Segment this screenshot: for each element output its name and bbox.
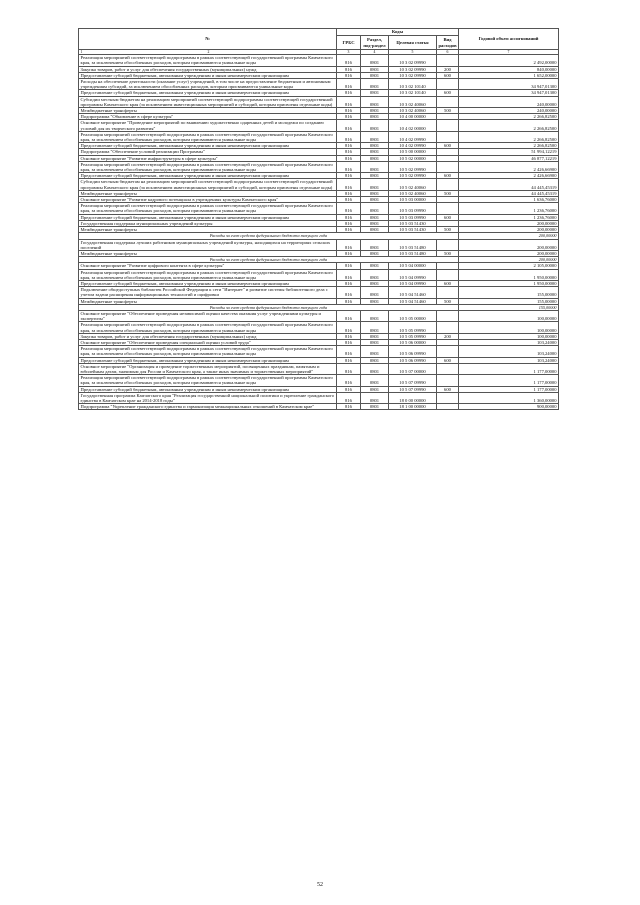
row-sum: 44 445,45319 (459, 190, 559, 196)
row-vid (437, 161, 459, 172)
row-grbs: 816 (337, 363, 361, 374)
row-vid (437, 131, 459, 142)
row-vid: 500 (437, 227, 459, 233)
row-celevaya: 18 1 00 00000 (389, 404, 437, 410)
table-row (79, 239, 559, 250)
row-celevaya: 10 5 05 00000 (389, 310, 437, 321)
row-sum: 100,00000 (459, 333, 559, 339)
row-celevaya: 10 5 04 51460 (389, 298, 437, 304)
row-razdel: 0801 (361, 346, 389, 357)
row-razdel: 0801 (361, 298, 389, 304)
row-vid (437, 310, 459, 321)
row-name: Основное мероприятие "Развитие инфраструктуры в сфере культуры" (79, 155, 337, 161)
row-celevaya: 10 5 06 00000 (389, 339, 437, 345)
row-razdel: 0801 (361, 375, 389, 386)
row-sum: 51 994,12219 (459, 149, 559, 155)
row-vid: 200 (437, 66, 459, 72)
row-vid: 600 (437, 173, 459, 179)
row-grbs: 816 (337, 386, 361, 392)
table-row (79, 404, 559, 410)
row-sum: 1 177,00000 (459, 386, 559, 392)
row-celevaya: 10 3 02 40060 (389, 96, 437, 107)
row-celevaya: 10 5 07 00000 (389, 363, 437, 374)
row-celevaya: 10 3 02 09990 (389, 66, 437, 72)
row-name: Государственная поддержка муниципальных учреждений культуры (79, 220, 337, 226)
row-name: Закупка товаров, работ и услуг для обеспечения государственных (муниципальных) нужд (79, 333, 337, 339)
row-celevaya: 10 3 02 10140 (389, 90, 437, 96)
row-razdel: 0801 (361, 203, 389, 214)
row-grbs: 816 (337, 203, 361, 214)
row-name: Предоставление субсидий бюджетным, автономным учреждениям и иным некоммерческим организациям (79, 386, 337, 392)
row-sum: 1 236,76000 (459, 214, 559, 220)
row-sum: 2 426,66900 (459, 161, 559, 172)
row-vid (437, 346, 459, 357)
row-sum: 2 266,82500 (459, 120, 559, 131)
row-grbs: 816 (337, 214, 361, 220)
row-celevaya: 10 5 07 09990 (389, 375, 437, 386)
table-row (79, 203, 559, 214)
header-summa: Годовой объем ассигнований (459, 29, 559, 50)
row-grbs: 816 (337, 149, 361, 155)
row-name: Основное мероприятие "Проведение мероприятий по выявлению художественно одаренных детей и молодежи по созданию условий для их творческого развития" (79, 120, 337, 131)
row-vid (437, 120, 459, 131)
row-name: Расходы на обеспечение деятельности (оказание услуг) учреждений, в том числе на предоставление бюджетным и автономным учреждениям субсидий, за исключением обособленных расходов, которым присваиваются уникальные коды (79, 79, 337, 90)
row-grbs: 816 (337, 90, 361, 96)
row-celevaya: 10 5 07 09990 (389, 386, 437, 392)
table-row (79, 161, 559, 172)
table-row (79, 346, 559, 357)
row-celevaya: 10 5 00 00000 (389, 149, 437, 155)
table-row (79, 310, 559, 321)
row-razdel: 0801 (361, 161, 389, 172)
row-sum: 103,24000 (459, 346, 559, 357)
row-sum: 2 266,82500 (459, 114, 559, 120)
row-sum: 1 636,76000 (459, 197, 559, 203)
row-vid (437, 287, 459, 298)
budget-sheet (78, 28, 558, 410)
row-razdel: 0801 (361, 155, 389, 161)
row-celevaya: 10 5 03 51430 (389, 220, 437, 226)
row-vid (437, 79, 459, 90)
row-vid (437, 375, 459, 386)
col-num-3: 3 (337, 50, 361, 55)
budget-table (78, 28, 559, 410)
row-grbs: 816 (337, 404, 361, 410)
row-name: Субсидии местным бюджетам на реализацию мероприятий соответствующей подпрограммы соответствующей государственной программы Камчатского края (за исключением инвестиционных мероприятий и субсидий, которым присвоены отдельные коды) (79, 96, 337, 107)
row-razdel: 0801 (361, 114, 389, 120)
row-sum: 1 177,00000 (459, 363, 559, 374)
row-sum: 1 236,76000 (459, 203, 559, 214)
row-razdel: 0801 (361, 250, 389, 256)
row-celevaya: 10 4 00 00000 (389, 114, 437, 120)
row-sum: 155,00000 (459, 287, 559, 298)
row-celevaya: 10 5 03 51430 (389, 227, 437, 233)
row-sum: 2 105,00000 (459, 263, 559, 269)
row-name: Предоставление субсидий бюджетным, автономным учреждениям и иным некоммерческим организациям (79, 72, 337, 78)
row-vid: 500 (437, 298, 459, 304)
row-name: Реализация мероприятий соответствующей подпрограммы в рамках соответствующей государственной программы Камчатского края, за исключением обособленных расходов, которым присваиваются уникальные коды (79, 131, 337, 142)
row-grbs: 816 (337, 161, 361, 172)
row-grbs: 816 (337, 310, 361, 321)
row-razdel: 0801 (361, 239, 389, 250)
row-name: Основное мероприятие "Обеспечение проведения независимой оценки качества оказания услуг учреждениями культуры и экспертизы" (79, 310, 337, 321)
note-text: Расходы за счет средств федерального бюджета текущего года (79, 304, 459, 310)
row-grbs: 816 (337, 197, 361, 203)
row-sum: 1 177,00000 (459, 375, 559, 386)
row-vid (437, 404, 459, 410)
row-celevaya: 10 3 02 09990 (389, 72, 437, 78)
row-sum: 200,00000 (459, 220, 559, 226)
row-sum: 2 266,82500 (459, 131, 559, 142)
row-grbs: 816 (337, 227, 361, 233)
row-razdel: 0801 (361, 120, 389, 131)
row-celevaya: 10 5 05 09990 (389, 333, 437, 339)
row-name: Реализация мероприятий соответствующей подпрограммы в рамках соответствующей государственной программы Камчатского края, за исключением обособленных расходов, которым присваиваются уникальные коды (79, 346, 337, 357)
note-sum: 200,00000 (459, 257, 559, 263)
row-grbs: 816 (337, 114, 361, 120)
row-celevaya: 10 3 02 40060 (389, 108, 437, 114)
row-celevaya: 10 5 04 00000 (389, 263, 437, 269)
row-sum: 44 445,45319 (459, 179, 559, 190)
row-name: Подпрограмма "Обновление в сфере культуры" (79, 114, 337, 120)
row-name: Предоставление субсидий бюджетным, автономным учреждениям и иным некоммерческим организациям (79, 173, 337, 179)
row-name: Предоставление субсидий бюджетным, автономным учреждениям и иным некоммерческим организациям (79, 280, 337, 286)
note-text: Расходы за счет средств федерального бюджета текущего года (79, 233, 459, 239)
row-sum: 200,00000 (459, 227, 559, 233)
row-vid: 600 (437, 90, 459, 96)
row-name: Предоставление субсидий бюджетным, автономным учреждениям и иным некоммерческим организациям (79, 214, 337, 220)
row-razdel: 0801 (361, 339, 389, 345)
col-num-1: 1 2 (79, 50, 337, 55)
row-razdel: 0801 (361, 263, 389, 269)
row-vid: 600 (437, 357, 459, 363)
row-name: Реализация мероприятий соответствующей подпрограммы в рамках соответствующей государственной программы Камчатского края, за исключением обособленных расходов, которым присваиваются уникальные коды (79, 322, 337, 333)
row-celevaya: 10 4 02 00000 (389, 120, 437, 131)
row-grbs: 816 (337, 287, 361, 298)
row-name: Реализация мероприятий соответствующей подпрограммы в рамках соответствующей государственной программы Камчатского края, за исключением обособленных расходов, которым присваиваются уникальные коды (79, 55, 337, 66)
row-razdel: 0801 (361, 173, 389, 179)
row-grbs: 816 (337, 190, 361, 196)
row-celevaya: 10 5 06 09990 (389, 346, 437, 357)
row-name: Межбюджетные трансферты (79, 227, 337, 233)
row-grbs: 816 (337, 346, 361, 357)
row-sum: 200,00000 (459, 250, 559, 256)
table-row (79, 131, 559, 142)
row-sum: 155,00000 (459, 298, 559, 304)
row-name: Основное мероприятие "Организация и проведение торжественных мероприятий, посвященных праздникам, памятным и юбилейным датам, значимым для России и Камчатского края, а также иных значимых и торжественных мероприятий" (79, 363, 337, 374)
row-name: Межбюджетные трансферты (79, 250, 337, 256)
row-name: Реализация мероприятий соответствующей подпрограммы в рамках соответствующей государственной программы Камчатского края, за исключением обособленных расходов, которым присваиваются уникальные коды (79, 269, 337, 280)
col-num-5: 5 (389, 50, 437, 55)
row-razdel: 0801 (361, 404, 389, 410)
table-row (79, 179, 559, 190)
row-name: Предоставление субсидий бюджетным, автономным учреждениям и иным некоммерческим организациям (79, 90, 337, 96)
row-sum: 103,24000 (459, 357, 559, 363)
budget-rows (79, 55, 559, 410)
row-name: Субсидии местным бюджетам на реализацию мероприятий соответствующей подпрограммы соответствующей государственной программы Камчатского края (за исключением инвестиционных мероприятий и субсидий, которым присвоены отдельные коды) (79, 179, 337, 190)
row-vid: 600 (437, 72, 459, 78)
page-number: 52 (317, 882, 323, 888)
row-name: Предоставление субсидий бюджетным, автономным учреждениям и иным некоммерческим организациям (79, 357, 337, 363)
row-vid (437, 363, 459, 374)
row-celevaya: 18 0 00 00000 (389, 392, 437, 403)
row-name: Подпрограмма "Обеспечение условий реализации Программы" (79, 149, 337, 155)
row-grbs: 816 (337, 269, 361, 280)
row-razdel: 0801 (361, 357, 389, 363)
row-razdel: 0801 (361, 392, 389, 403)
col-num-7: 7 (459, 50, 559, 55)
row-vid (437, 55, 459, 66)
row-sum: 34 947,01300 (459, 90, 559, 96)
row-sum: 200,00000 (459, 239, 559, 250)
row-grbs: 816 (337, 79, 361, 90)
row-vid: 500 (437, 250, 459, 256)
row-name: Подпрограмма "Укрепление гражданского единства и гармонизация межнациональных отношений в Камчатском крае" (79, 404, 337, 410)
row-celevaya: 10 5 02 40060 (389, 190, 437, 196)
table-row (79, 375, 559, 386)
row-sum: 900,00000 (459, 404, 559, 410)
row-grbs: 816 (337, 392, 361, 403)
row-sum: 240,00000 (459, 108, 559, 114)
row-name: Основное мероприятие "Обеспечение проведения специальной оценки условий труда" (79, 339, 337, 345)
row-razdel: 0801 (361, 66, 389, 72)
row-razdel: 0801 (361, 287, 389, 298)
row-sum: 240,00000 (459, 96, 559, 107)
row-vid: 600 (437, 214, 459, 220)
row-name: Закупка товаров, работ и услуг для обеспечения государственных (муниципальных) нужд (79, 66, 337, 72)
row-name: Реализация мероприятий соответствующей подпрограммы в рамках соответствующей государственной программы Камчатского края, за исключением обособленных расходов, которым присваиваются уникальные коды (79, 375, 337, 386)
row-celevaya: 10 5 04 09990 (389, 269, 437, 280)
row-razdel: 0801 (361, 108, 389, 114)
table-row (79, 363, 559, 374)
row-celevaya: 10 5 03 09990 (389, 203, 437, 214)
row-vid: 500 (437, 190, 459, 196)
row-razdel: 0801 (361, 269, 389, 280)
row-celevaya: 10 5 02 09990 (389, 173, 437, 179)
table-row (79, 322, 559, 333)
header-grbs: ГРБС (337, 36, 361, 50)
row-celevaya: 10 5 03 09990 (389, 214, 437, 220)
row-vid: 200 (437, 333, 459, 339)
row-sum: 2 492,00000 (459, 55, 559, 66)
row-grbs: 816 (337, 72, 361, 78)
note-text: Расходы за счет средств федерального бюджета текущего года (79, 257, 459, 263)
row-vid (437, 322, 459, 333)
row-grbs: 816 (337, 179, 361, 190)
row-razdel: 0801 (361, 190, 389, 196)
row-grbs: 816 (337, 322, 361, 333)
header-celevaya: Целевая статья (389, 36, 437, 50)
table-row (79, 287, 559, 298)
row-razdel: 0801 (361, 386, 389, 392)
header-no: № (79, 29, 337, 50)
row-name: Государственная поддержка лучших работников муниципальных учреждений культуры, находящихся на территориях сельских поселений (79, 239, 337, 250)
row-grbs: 816 (337, 280, 361, 286)
row-celevaya: 10 5 04 51460 (389, 287, 437, 298)
row-name: Основное мероприятие "Развитие кадрового потенциала в учреждениях культуры Камчатского края" (79, 197, 337, 203)
row-vid: 600 (437, 280, 459, 286)
row-sum: 1 950,00000 (459, 269, 559, 280)
row-razdel: 0801 (361, 197, 389, 203)
row-sum: 840,00000 (459, 66, 559, 72)
row-razdel: 0801 (361, 322, 389, 333)
row-sum: 100,00000 (459, 322, 559, 333)
row-grbs: 816 (337, 155, 361, 161)
row-celevaya: 10 5 02 00000 (389, 155, 437, 161)
row-grbs: 816 (337, 96, 361, 107)
row-grbs: 816 (337, 263, 361, 269)
row-sum: 34 947,01300 (459, 79, 559, 90)
row-sum: 100,00000 (459, 310, 559, 321)
row-razdel: 0801 (361, 55, 389, 66)
row-razdel: 0801 (361, 96, 389, 107)
row-grbs: 816 (337, 375, 361, 386)
table-row (79, 120, 559, 131)
row-name: Межбюджетные трансферты (79, 190, 337, 196)
row-razdel: 0801 (361, 220, 389, 226)
col-num-6: 6 (437, 50, 459, 55)
row-celevaya: 10 5 03 51480 (389, 250, 437, 256)
row-vid: 500 (437, 108, 459, 114)
row-vid (437, 96, 459, 107)
row-grbs: 816 (337, 339, 361, 345)
header-razdel: Раздел, под-раздел (361, 36, 389, 50)
row-celevaya: 10 3 02 09990 (389, 55, 437, 66)
header-codes: Коды (337, 29, 459, 36)
row-name: Межбюджетные трансферты (79, 298, 337, 304)
row-celevaya: 10 5 03 00000 (389, 197, 437, 203)
row-sum: 1 652,00000 (459, 72, 559, 78)
row-razdel: 0801 (361, 333, 389, 339)
row-vid: 600 (437, 386, 459, 392)
row-celevaya: 10 5 06 09990 (389, 357, 437, 363)
row-grbs: 816 (337, 108, 361, 114)
row-sum: 103,24000 (459, 339, 559, 345)
row-vid (437, 179, 459, 190)
table-row (79, 392, 559, 403)
row-celevaya: 10 5 05 09990 (389, 322, 437, 333)
row-razdel: 0801 (361, 310, 389, 321)
table-row (79, 79, 559, 90)
row-celevaya: 10 5 03 51480 (389, 239, 437, 250)
row-grbs: 816 (337, 357, 361, 363)
row-name: Реализация мероприятий соответствующей подпрограммы в рамках соответствующей государственной программы Камчатского края, за исключением обособленных расходов, которым присваиваются уникальные коды (79, 203, 337, 214)
row-vid (437, 239, 459, 250)
row-razdel: 0801 (361, 363, 389, 374)
row-razdel: 0801 (361, 179, 389, 190)
row-grbs: 816 (337, 120, 361, 131)
row-grbs: 816 (337, 131, 361, 142)
row-sum: 2 266,82500 (459, 143, 559, 149)
row-grbs: 816 (337, 250, 361, 256)
row-vid (437, 269, 459, 280)
row-razdel: 0801 (361, 79, 389, 90)
col-num-4: 4 (361, 50, 389, 55)
row-sum: 46 877,12219 (459, 155, 559, 161)
row-sum: 1 950,00000 (459, 280, 559, 286)
row-celevaya: 10 5 02 09990 (389, 161, 437, 172)
row-celevaya: 10 5 04 09990 (389, 280, 437, 286)
row-razdel: 0801 (361, 131, 389, 142)
table-row (79, 269, 559, 280)
row-celevaya: 10 5 02 40060 (389, 179, 437, 190)
row-name: Основное мероприятие "Развитие цифрового контента в сфере культуры" (79, 263, 337, 269)
row-name: Реализация мероприятий соответствующей подпрограммы в рамках соответствующей государственной программы Камчатского края, за исключением обособленных расходов, которым присваиваются уникальные коды (79, 161, 337, 172)
row-vid: 600 (437, 143, 459, 149)
row-razdel: 0801 (361, 90, 389, 96)
note-sum: 200,00000 (459, 233, 559, 239)
row-grbs: 816 (337, 333, 361, 339)
row-razdel: 0801 (361, 214, 389, 220)
row-vid (437, 392, 459, 403)
table-row (79, 55, 559, 66)
row-razdel: 0801 (361, 149, 389, 155)
row-celevaya: 10 4 02 09990 (389, 131, 437, 142)
row-sum: 2 426,66900 (459, 173, 559, 179)
row-name: Межбюджетные трансферты (79, 108, 337, 114)
row-razdel: 0801 (361, 280, 389, 286)
row-razdel: 0801 (361, 143, 389, 149)
row-celevaya: 10 4 02 09990 (389, 143, 437, 149)
row-grbs: 816 (337, 298, 361, 304)
note-sum: 155,00000 (459, 304, 559, 310)
row-name: Предоставление субсидий бюджетным, автономным учреждениям и иным некоммерческим организациям (79, 143, 337, 149)
row-grbs: 816 (337, 239, 361, 250)
row-vid (437, 203, 459, 214)
header-vid: Вид расходов (438, 37, 457, 48)
row-grbs: 816 (337, 55, 361, 66)
row-grbs: 816 (337, 220, 361, 226)
row-name: Подключение общедоступных библиотек Российской Федерации к сети "Интернет" и развитие системы библиотечного дела с учетом задачи расширения информационных технологий и оцифровки (79, 287, 337, 298)
row-grbs: 816 (337, 143, 361, 149)
row-celevaya: 10 3 02 10140 (389, 79, 437, 90)
row-name: Государственная программа Камчатского края "Реализация государственной национальной политики и укрепление гражданского единства в Камчатском крае на 2014-2018 годы" (79, 392, 337, 403)
row-razdel: 0801 (361, 227, 389, 233)
row-razdel: 0801 (361, 72, 389, 78)
row-grbs: 816 (337, 66, 361, 72)
table-row (79, 96, 559, 107)
row-sum: 1 360,00000 (459, 392, 559, 403)
row-grbs: 816 (337, 173, 361, 179)
